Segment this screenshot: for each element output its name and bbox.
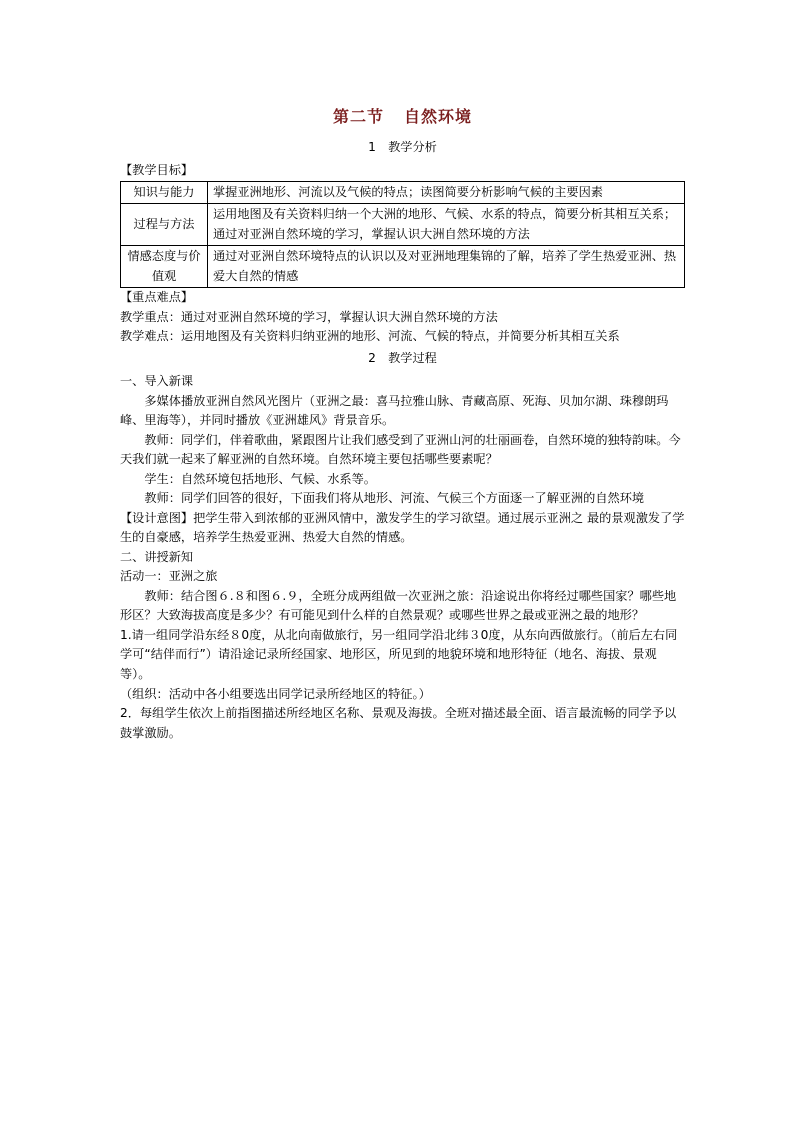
section2-title: 二、讲授新知 [120,549,194,564]
section-name: 自然环境 [404,107,473,126]
table-row [121,246,685,288]
document-title [120,104,685,130]
analysis-heading: 1 教学分析 [368,139,437,154]
section1-title: 一、导入新课 [120,374,194,389]
intro-paragraph: 教师：同学们，伴着歌曲，紧跟图片让我们感受到了亚洲山河的壮丽画卷，自然环境的独特韵味。今天我们就一起来了解亚洲的自然环境。自然环境主要包括哪些要素呢？ [120,432,681,467]
intro-paragraph: 多媒体播放亚洲自然风光图片（亚洲之最：喜马拉雅山脉、青藏高原、死海、贝加尔湖、珠穆朗玛峰、里海等），并同时播放《亚洲雄风》背景音乐。 [120,393,669,428]
difficult-point: 教学难点：运用地图及有关资料归纳亚洲的地形、河流、气候的特点，并简要分析其相互关系 [120,329,620,344]
goal-content-process: 运用地图及有关资料归纳一个大洲的地形、气候、水系的特点，简要分析其相互关系；通过对亚洲自然环境的学习，掌握认识大洲自然环境的方法 [208,204,685,246]
activity-item-1: 1.请一组同学沿东经８0度，从北向南做旅行，另一组同学沿北纬３0度，从东向西做旅行。（前后左右同学可“结伴而行”）请沿途记录所经国家、地形区，所见到的地貌环境和地形特征（地名、海拔、景观等）。 [120,627,678,681]
document-page [120,104,685,743]
activity1-title: 活动一：亚洲之旅 [120,569,218,584]
design-intent: 【设计意图】把学生带入到浓郁的亚洲风情中，激发学生的学习欲望。通过展示亚洲之 最的景观激发了学生的自豪感，培养学生热爱亚洲、热爱大自然的情感。 [120,510,685,545]
teaching-goals-table [120,181,685,289]
goal-label-process: 过程与方法 [121,204,208,246]
key-point: 教学重点：通过对亚洲自然环境的学习，掌握认识大洲自然环境的方法 [120,309,498,324]
process-heading: 2 教学过程 [368,350,437,365]
goals-label: 【教学目标】 [120,163,194,178]
organize-note: （组织：活动中各小组要选出同学记录所经地区的特征。） [120,686,431,701]
table-row [121,204,685,246]
goal-label-knowledge: 知识与能力 [121,181,208,204]
table-row [121,181,685,204]
goal-content-attitude: 通过对亚洲自然环境特点的认识以及对亚洲地理集锦的了解，培养了学生热爱亚洲、热爱大自然的情感 [208,246,685,288]
intro-paragraph: 教师：同学们回答的很好，下面我们将从地形、河流、气候三个方面逐一了解亚洲的自然环境 [144,491,645,506]
goal-label-attitude: 情感态度与价值观 [121,246,208,288]
activity-item-2: 2．每组学生依次上前指图描述所经地区名称、景观及海拔。全班对描述最全面、语言最流畅的同学予以鼓掌激励。 [120,706,677,740]
activity1-teacher: 教师：结合图６.８和图６.９，全班分成两组做一次亚洲之旅：沿途说出你将经过哪些国家？哪些地形区？大致海拔高度是多少？有可能见到什么样的自然景观？或哪些世界之最或亚洲之最的地形？ [120,588,677,623]
key-points-label: 【重点难点】 [120,290,194,305]
goal-content-knowledge: 掌握亚洲地形、河流以及气候的特点；读图简要分析影响气候的主要因素 [208,181,685,204]
section-number: 第二节 [332,107,384,126]
intro-paragraph: 学生：自然环境包括地形、气候、水系等。 [144,471,376,486]
